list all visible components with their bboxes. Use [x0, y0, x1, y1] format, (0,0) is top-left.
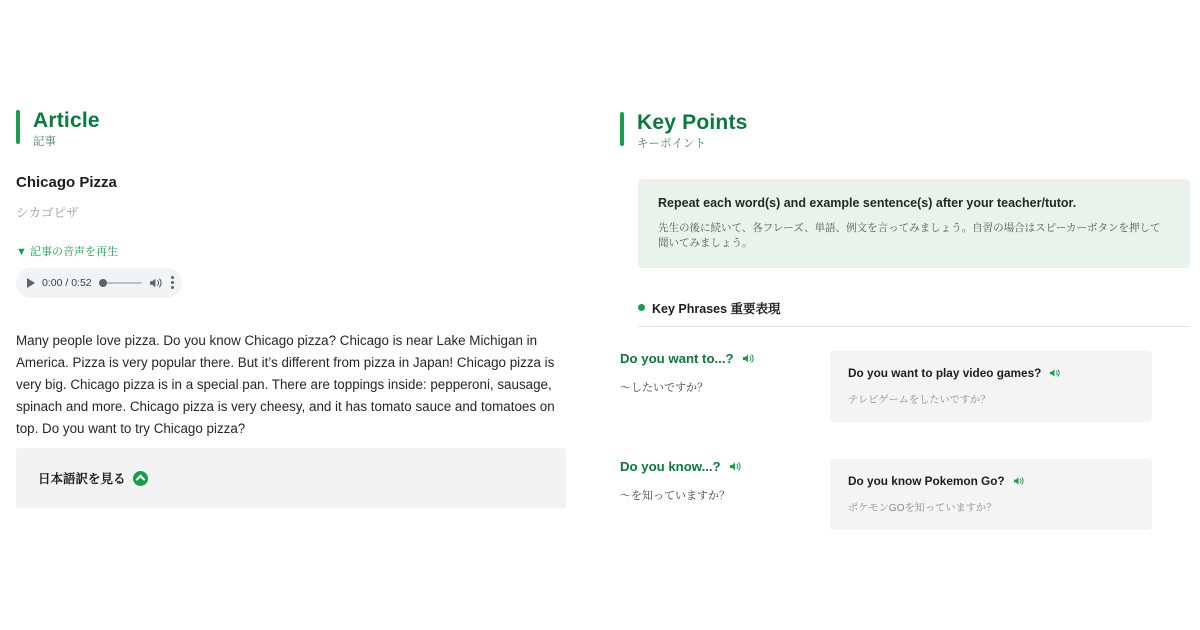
article-audio-toggle-label: ▼ 記事の音声を再生	[16, 245, 118, 258]
key-points-heading-ja: キーポイント	[637, 138, 706, 151]
chevron-up-circle-icon[interactable]	[133, 471, 148, 486]
article-heading-en: Article	[33, 109, 100, 132]
key-phrase-english	[620, 459, 830, 474]
instruction-text-en: Repeat each word(s) and example sentence(s) after your teacher/tutor.	[658, 195, 1077, 210]
example-japanese: ポケモンGOを知っていますか？	[848, 502, 997, 514]
article-audio-toggle[interactable]	[16, 243, 566, 259]
key-phrase-main	[602, 351, 830, 395]
example-card	[830, 459, 1152, 530]
example-english-text: Do you know Pokemon Go?	[848, 473, 1005, 488]
example-english	[848, 474, 1134, 488]
audio-progress-slider[interactable]	[99, 282, 142, 284]
divider	[638, 326, 1190, 327]
key-phrase-row	[602, 351, 1200, 422]
key-points-panel	[602, 86, 1200, 630]
example-card	[830, 351, 1152, 422]
japanese-translation-label: 日本語訳を見る	[38, 472, 126, 486]
play-icon[interactable]	[27, 278, 35, 288]
article-section-header	[0, 108, 566, 150]
article-heading-ja: 記事	[33, 136, 56, 149]
instruction-text-ja: 先生の後に続いて、各フレーズ、単語、例文を言ってみましょう。自習の場合はスピーカーボタンを押して聞いてみましょう。	[658, 221, 1161, 249]
audio-player[interactable]	[16, 268, 182, 298]
example-english-text: Do you want to play video games?	[848, 365, 1042, 380]
bullet-dot-icon	[638, 304, 645, 311]
key-points-section-header	[602, 110, 1200, 152]
speaker-icon[interactable]	[729, 461, 742, 472]
example-english	[848, 366, 1134, 380]
speaker-icon[interactable]	[1049, 368, 1061, 378]
key-phrase-english	[620, 351, 830, 366]
key-phrase-japanese: 〜を知っていますか？	[620, 489, 730, 502]
accent-bar	[620, 112, 624, 146]
accent-bar	[16, 110, 20, 144]
kebab-menu-icon[interactable]	[171, 276, 174, 289]
speaker-icon[interactable]	[149, 277, 163, 289]
key-phrase-main	[602, 459, 830, 503]
instruction-callout	[638, 179, 1190, 268]
speaker-icon[interactable]	[742, 353, 755, 364]
article-body-text: Many people love pizza. Do you know Chicago pizza? Chicago is near Lake Michigan in America. Pizza is very popular there. But it’s different from pizza in Japan! Chicago pizza is very big. Chicago pizza is in a special pan. There are toppings inside: pepperoni, sausage, spinach and more. Chicago pizza is very cheesy, and it has tomato sauce and tomatoes on top. Do you want to try Chicago pizza?	[16, 332, 555, 436]
speaker-icon[interactable]	[1013, 476, 1025, 486]
key-phrase-english-text: Do you want to...?	[620, 350, 734, 366]
key-points-heading-en: Key Points	[637, 111, 748, 134]
key-phrases-heading	[638, 299, 1200, 317]
article-title: Chicago Pizza	[16, 173, 117, 191]
key-phrase-english-text: Do you know...?	[620, 458, 721, 474]
article-title-ja: シカゴピザ	[16, 205, 79, 220]
example-japanese: テレビゲームをしたいですか？	[848, 394, 991, 406]
audio-time: 0:00 / 0:52	[42, 276, 92, 289]
article-panel	[0, 86, 566, 630]
japanese-translation-toggle[interactable]	[16, 448, 566, 508]
key-phrase-japanese: 〜したいですか？	[620, 381, 708, 394]
key-phrase-row	[602, 459, 1200, 530]
key-phrases-heading-label: Key Phrases 重要表現	[652, 301, 781, 316]
